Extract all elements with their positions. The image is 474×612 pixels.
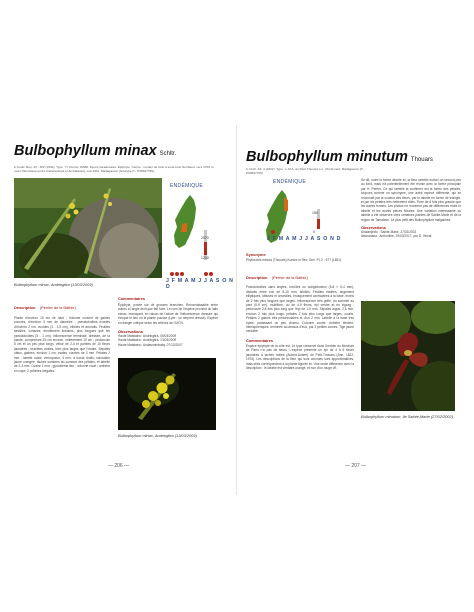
altitude-top: 150 [312, 211, 318, 215]
synonym-heading: Synonyme [246, 252, 266, 257]
description-heading: Description [14, 305, 36, 310]
comments-text: Épiphyte, posée sur de grosses branches. Reconnaissable entre autres à l'angle droit que fait l'axe. Le nom de l'espèce provient du latin minax, menaçant, en raison de l'allure de l'inflorescence dressée qui évoque le lieu où la plante pousse (Lyer : un serpent dressé). Espèce en danger critique selon les critères de l'UICN. [118, 303, 218, 325]
comments-section [118, 296, 218, 347]
observation-line: Atsinanana : Ambohibe, 19/03/2017, par D. Verrat [361, 234, 432, 239]
page-number: — 206 — [107, 463, 130, 469]
comments-heading: Commentaires [246, 337, 274, 343]
altitude-bottom: 1200 [201, 256, 209, 260]
flower-photo [118, 358, 216, 430]
comments-text: Espèce épiphyte de la côte est. Le type conservé dans l'herbier du Muséum de Paris n'a pas de fleurs. L'espèce présente un épi de 4 à 5 fleurs jaunâtres à taches noires (Aubert-Aubert) de Petit-Thouars (Ann. 1822, 1976). Les descriptions de la fleur qui sont connues sont approximatives, mais elles correspondent à la plante figurée ici. Une seule différence avec la description : le labelle est verdâtre-orangé, et non d'un rouge vif. [246, 343, 354, 370]
page-number: — 207 — [344, 463, 367, 469]
endemic-label: ENDÉMIQUE [273, 179, 306, 185]
right-page [237, 0, 474, 612]
species-author: Schltr. [159, 151, 177, 157]
intro-text: Se dit, outre la forme décrite ici, la fleur semble inciser un second peu au fond, mais n'a potentiellement été réunie avec la forme principale par H. Perrier. Ce qui semble la confirmer est la forme des pétales, toujours comme un synonyme, une autre espèce différente, qui se reconnaît par la couleur des fleurs, par le labelle en forme de triangle, et par les pétales très nettement ciliés. Flore de 6 fois plus grande que les autres formes. Les photos ne montrent pas de différences entre le labelle et les autres pièces florales. Une variation intéressante du labelle a été observée chez certaines plantes de Sainte-Marie et de la région de Tamatave. Le plus petit des Bulbophyllum malgaches. [361, 178, 461, 222]
photo-caption: Bulbophyllum minax, Andringitra (13/03/2009) [14, 282, 93, 287]
description-text: Plante d'environ 15 cm de haut ; rhizome couvert de gaines coucres, d'environ 3 mm de diamètre ; pseudobulbes écartés d'environ 2 cm, ovoïdes (3 - 1,5 cm), bifoliés et arrondis. Feuilles sessiles, coriaces, étroitement linéaires, plus longues que les pseudobulbes (5 - 1 cm). Inflorescence terminale, dressée, de la plante, comprenant 15 cm environ, entièrement 10 cm ; pédoncule 5 cm et un peu plus longs, vêtue de 2-4 et portées de 10 fleurs jaunâtres ; bractées ovales, bien plus larges que l'ovaire. Sépales obtus, glabres, environ 1 cm, ovales, courtes de 3 mm. Pétales 2 mm ; labelle ovale, verruqueux, 4 mm, à bords droits, coloration jaune orangée, tâches sombres au sommet des pétales, et labelle de 2-3 mm. Ovaire 1 mm ; gynostème lien ; colonne court ; anthère en cape, 2 pollinies inégales. [14, 316, 110, 373]
type-reference: in Orch. Afr. 4 (1822). Type : L.M.A. du Petit-Thouars s.n. (Orchi.inéd. Madagascar (P - P00697766) [246, 167, 365, 176]
observations-heading: Observations [361, 225, 386, 231]
photo-caption: Bulbophyllum minutum, Ile Sainte-Marie (27/02/2002) [361, 414, 453, 419]
altitude-range [204, 242, 207, 255]
description-heading: Description [246, 275, 268, 281]
type-reference: in Fedd. Rep. 33 : 302 (1934). Type : H. Perrier 15980. Fleurs paradoxales. Épiphyte. Centre : rendez de forêt à sous-bois humbaud, vers 1700 m, mont Vamuriana (entre Fianarantsoa et Ambalavao), mai 1911. Madagascar (holotype P - P00697755). [14, 165, 215, 174]
flower-photo [361, 301, 455, 411]
plant-photo [14, 178, 162, 278]
description-section [14, 296, 110, 373]
observations-heading: Observations [118, 329, 143, 335]
altitude-bottom: 0 [313, 230, 315, 234]
left-column [246, 252, 354, 370]
species-name: Bulbophyllum minax [14, 143, 157, 159]
photo2-caption: Bulbophyllum minax, Andringitra (13/03/2009) [118, 433, 197, 438]
description-text: Pseudobulbes sans angles, ovoïdes ou subglobuleux (5-8 × 5-4 mm), distants entre eux de 8-10 mm, bifoliés. Feuilles étalées, largement elliptiques, obtuses et arrondies, brusquement contractées à la base, moins de 2 fois plus longues que larges. Inflorescence très grêle, du sommet au pied (5-9 cm), multiflore, ou de 4-9 fleurs, épi ventre et en zigzag ; pédoncule 2,8 fois plus long que l'épi de 1-5 mm. Sépales aigus, 2,6 mm, environ 2 fois plus longs, pétales 2 fois plus longs que larges, courts. Pétales 2 gaines très pédonculaires et d'un 2 mm. Labelle à la base très épais, paraissant un peu charnu. Colonne courte. Anthère bilobée, hémisphériques, terminée au-dessus d'eux, par 2 petites cornes. Tige jaune verdâtre. [246, 285, 354, 334]
description-source: (Perrier de la Bâthie) [271, 275, 308, 281]
right-column [361, 178, 461, 239]
synonym-text: Phyllorchis minuta (Thouars) Kuntze in Rev. Gen. Pl. 2 : 677 (1891) [246, 258, 342, 262]
observation-line: Haute Matsiatra : Andasorindraky, 07/12/2007 [118, 342, 183, 347]
species-author: Thouars [410, 157, 433, 163]
altitude-top: 2070 [201, 236, 209, 240]
flowering-months: J F M A M J J A S O N D [267, 236, 342, 242]
altitude-range [317, 219, 320, 229]
madagascar-map-icon [170, 194, 200, 249]
flowering-months: J F M A M J J A S O N D [166, 278, 234, 290]
comments-heading: Commentaires [118, 296, 146, 301]
species-title [14, 143, 176, 159]
observation-line: Haute Matsiatra : Andringitra, 13/03/2009 [118, 338, 177, 343]
observation-line: Analanjirofo : Sainte-Marie, 27/02/2002 [361, 230, 417, 235]
species-name: Bulbophyllum minutum [246, 149, 408, 165]
endemic-label: ENDÉMIQUE [170, 183, 203, 189]
observation-line: Haute Matsiatra : Andringitra, 05/03/2009 [118, 334, 177, 339]
description-source: (Perrier de la Bâthie) [39, 305, 76, 310]
species-title [246, 149, 433, 165]
